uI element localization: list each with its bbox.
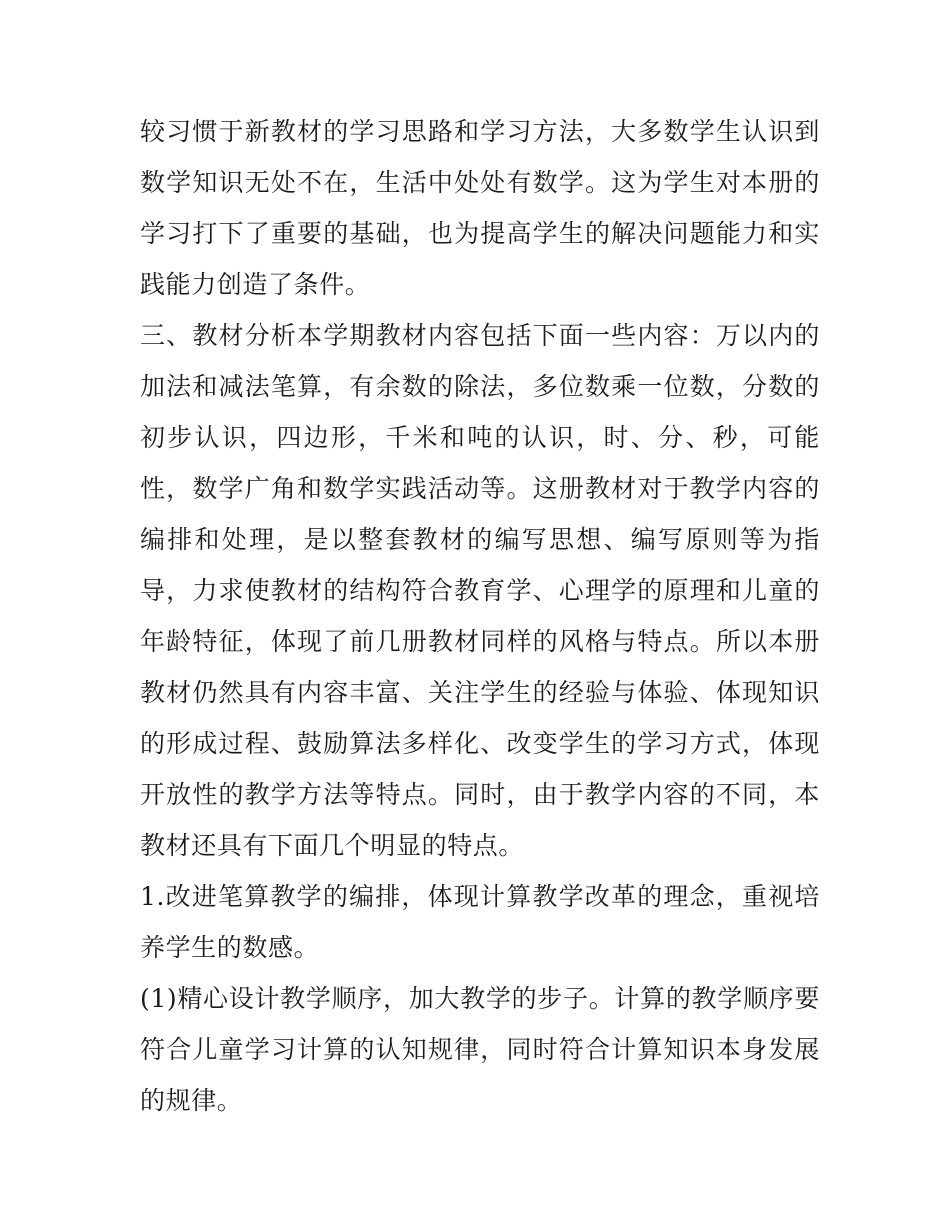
paragraph-continuation: 较习惯于新教材的学习思路和学习方法，大多数学生认识到数学知识无处不在，生活中处处有数学。这为学生对本册的学习打下了重要的基础，也为提高学生的解决问题能力和实践能力创造了条件。 bbox=[140, 117, 820, 299]
document-body bbox=[140, 106, 820, 1126]
paragraph-textbook-analysis: 三、教材分析本学期教材内容包括下面一些内容：万以内的加法和减法笔算，有余数的除法，多位数乘一位数，分数的初步认识，四边形，千米和吨的认识，时、分、秒，可能性，数学广角和数学实践活动等。这册教材对于教学内容的编排和处理，是以整套教材的编写思想、编写原则等为指导，力求使教材的结构符合教育学、心理学的原理和儿童的年龄特征，体现了前几册教材同样的风格与特点。所以本册教材仍然具有内容丰富、关注学生的经验与体验、体现知识的形成过程、鼓励算法多样化、改变学生的学习方式，体现开放性的教学方法等特点。同时，由于教学内容的不同，本教材还具有下面几个明显的特点。 bbox=[140, 321, 820, 860]
paragraph-subpoint-1: (1)精心设计教学顺序，加大教学的步子。计算的教学顺序要符合儿童学习计算的认知规律，同时符合计算知识本身发展的规律。 bbox=[140, 984, 820, 1115]
paragraph-point-1: 1.改进笔算教学的编排，体现计算教学改革的理念，重视培养学生的数感。 bbox=[140, 882, 820, 962]
